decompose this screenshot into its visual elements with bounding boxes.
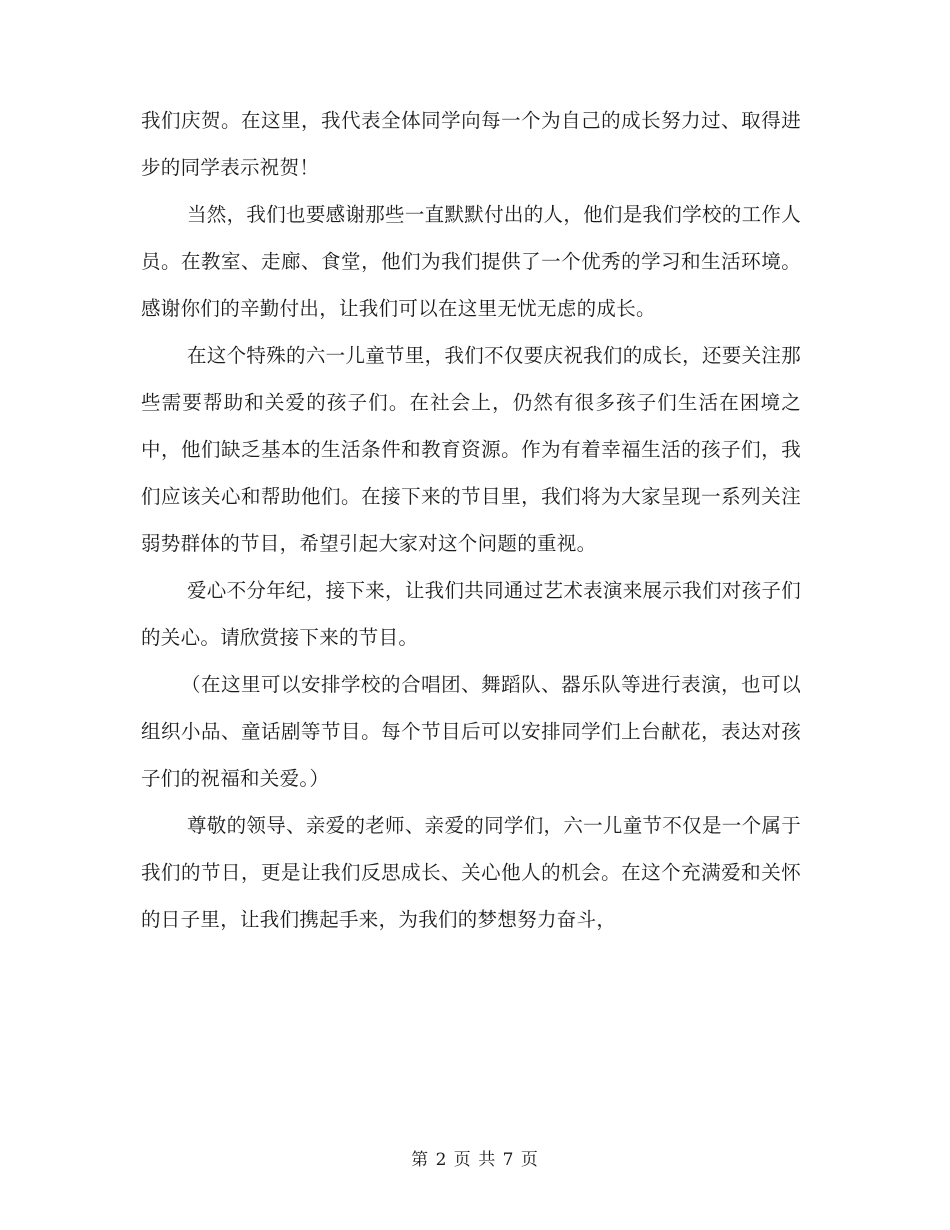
paragraph-program-note: （在这里可以安排学校的合唱团、舞蹈队、器乐队等进行表演，也可以组织小品、童话剧等节目。每个节目后可以安排同学们上台献花，表达对孩子们的祝福和关爱。） (141, 673, 801, 790)
document-body (141, 97, 801, 943)
paragraph-thanks-staff: 当然，我们也要感谢那些一直默默付出的人，他们是我们学校的工作人员。在教室、走廊、食堂，他们为我们提供了一个优秀的学习和生活环境。感谢你们的辛勤付出，让我们可以在这里无忧无虑的成长。 (141, 203, 801, 320)
paragraph-care-children: 在这个特殊的六一儿童节里，我们不仅要庆祝我们的成长，还要关注那些需要帮助和关爱的孩子们。在社会上，仍然有很多孩子们生活在困境之中，他们缺乏基本的生活条件和教育资源。作为有着幸福生活的孩子们，我们应该关心和帮助他们。在接下来的节目里，我们将为大家呈现一系列关注弱势群体的节目，希望引起大家对这个问题的重视。 (141, 344, 801, 555)
paragraph-continuation: 我们庆贺。在这里，我代表全体同学向每一个为自己的成长努力过、取得进步的同学表示祝贺！ (141, 109, 801, 179)
paragraph-performance-intro: 爱心不分年纪，接下来，让我们共同通过艺术表演来展示我们对孩子们的关心。请欣赏接下来的节目。 (141, 579, 801, 649)
paragraph-closing: 尊敬的领导、亲爱的老师、亲爱的同学们，六一儿童节不仅是一个属于我们的节日，更是让我们反思成长、关心他人的机会。在这个充满爱和关怀的日子里，让我们携起手来，为我们的梦想努力奋斗， (141, 814, 801, 931)
page-number-footer: 第 2 页 共 7 页 (411, 1150, 539, 1170)
